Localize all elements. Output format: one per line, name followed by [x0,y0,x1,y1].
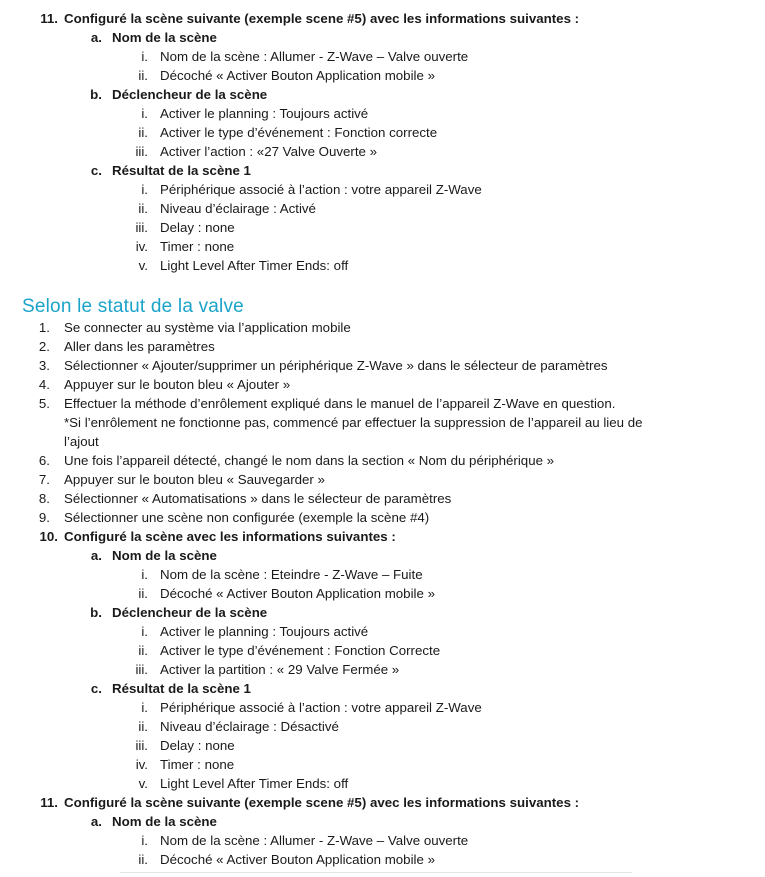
list-number: b. [90,87,102,102]
list-text: Nom de la scène : Allumer - Z-Wave – Valve ouverte [160,49,469,64]
list-number: ii. [138,719,148,734]
list-text: Niveau d’éclairage : Désactivé [160,719,339,734]
list-text: l’ajout [64,434,99,449]
list-text: Sélectionner « Ajouter/supprimer un périphérique Z-Wave » dans le sélecteur de paramètres [64,358,608,373]
list-number: c. [90,163,102,178]
list-text: Appuyer sur le bouton bleu « Ajouter » [64,377,291,392]
list-number: v. [138,258,148,273]
list-number: i. [141,567,148,582]
list-text: *Si l’enrôlement ne fonctionne pas, commencé par effectuer la suppression de l’appareil au lieu de [64,415,643,430]
list-text: Configuré la scène suivante (exemple scene #5) avec les informations suivantes : [64,795,580,810]
list-number: iv. [135,757,148,772]
list-number: 3. [38,358,50,373]
list-text: Light Level After Timer Ends: off [160,258,349,273]
list-text: Nom de la scène [112,814,217,829]
list-text: Nom de la scène [112,30,217,45]
list-text: Résultat de la scène 1 [112,163,251,178]
list-text: Delay : none [160,220,235,235]
list-number: 1. [38,320,50,335]
list-number: 10. [39,529,58,544]
list-number: 6. [38,453,50,468]
list-text: Activer l’action : «27 Valve Ouverte » [160,144,378,159]
list-text: Se connecter au système via l’application mobile [64,320,351,335]
list-number: a. [90,814,102,829]
list-number: i. [141,833,148,848]
list-text: Aller dans les paramètres [64,339,215,354]
list-number: v. [138,776,148,791]
list-number: a. [90,548,102,563]
list-number: iii. [135,662,148,677]
list-text: Timer : none [160,757,235,772]
list-text: Effectuer la méthode d’enrôlement expliqué dans le manuel de l’appareil Z-Wave en question. [64,396,616,411]
list-number: ii. [138,125,148,140]
list-number: 4. [38,377,50,392]
list-number: ii. [138,68,148,83]
list-text: Timer : none [160,239,235,254]
list-text: Sélectionner une scène non configurée (exemple la scène #4) [64,510,430,525]
list-text: Appuyer sur le bouton bleu « Sauvegarder » [64,472,325,487]
list-text: Light Level After Timer Ends: off [160,776,349,791]
list-text: Nom de la scène : Eteindre - Z-Wave – Fuite [160,567,423,582]
list-text: Décoché « Activer Bouton Application mobile » [160,68,435,83]
list-text: Activer la partition : « 29 Valve Fermée » [160,662,400,677]
list-number: i. [141,49,148,64]
list-number: 8. [38,491,50,506]
list-text: Sélectionner « Automatisations » dans le sélecteur de paramètres [64,491,452,506]
list-text: Périphérique associé à l’action : votre appareil Z-Wave [160,182,482,197]
list-text: Configuré la scène avec les informations suivantes : [64,529,396,544]
list-text: Activer le type d’événement : Fonction correcte [160,125,438,140]
list-text: Configuré la scène suivante (exemple scene #5) avec les informations suivantes : [64,11,580,26]
list-number: i. [141,700,148,715]
list-number: ii. [138,201,148,216]
list-number: 2. [38,339,50,354]
list-text: Nom de la scène : Allumer - Z-Wave – Valve ouverte [160,833,469,848]
list-number: a. [90,30,102,45]
list-text: Décoché « Activer Bouton Application mobile » [160,586,435,601]
list-text: Activer le type d’événement : Fonction Correcte [160,643,441,658]
list-text: Activer le planning : Toujours activé [160,106,369,121]
list-text: Niveau d’éclairage : Activé [160,201,316,216]
list-number: iii. [135,738,148,753]
section-heading: Selon le statut de la valve [22,296,244,317]
list-number: 5. [38,396,50,411]
list-text: Une fois l’appareil détecté, changé le nom dans la section « Nom du périphérique » [64,453,555,468]
list-number: 11. [40,795,58,810]
list-number: i. [141,182,148,197]
list-text: Delay : none [160,738,235,753]
list-number: ii. [138,643,148,658]
list-text: Déclencheur de la scène [112,605,268,620]
page-divider [120,872,632,873]
list-number: ii. [138,852,148,867]
list-text: Nom de la scène [112,548,217,563]
list-number: i. [141,624,148,639]
list-number: b. [90,605,102,620]
list-number: c. [90,681,102,696]
list-number: iii. [135,144,148,159]
list-number: i. [141,106,148,121]
list-number: 11. [40,11,58,26]
list-text: Déclencheur de la scène [112,87,268,102]
list-number: 9. [38,510,50,525]
list-text: Résultat de la scène 1 [112,681,251,696]
list-number: iii. [135,220,148,235]
list-text: Activer le planning : Toujours activé [160,624,369,639]
list-text: Périphérique associé à l’action : votre appareil Z-Wave [160,700,482,715]
list-number: 7. [38,472,50,487]
list-number: iv. [135,239,148,254]
list-text: Décoché « Activer Bouton Application mobile » [160,852,435,867]
list-number: ii. [138,586,148,601]
